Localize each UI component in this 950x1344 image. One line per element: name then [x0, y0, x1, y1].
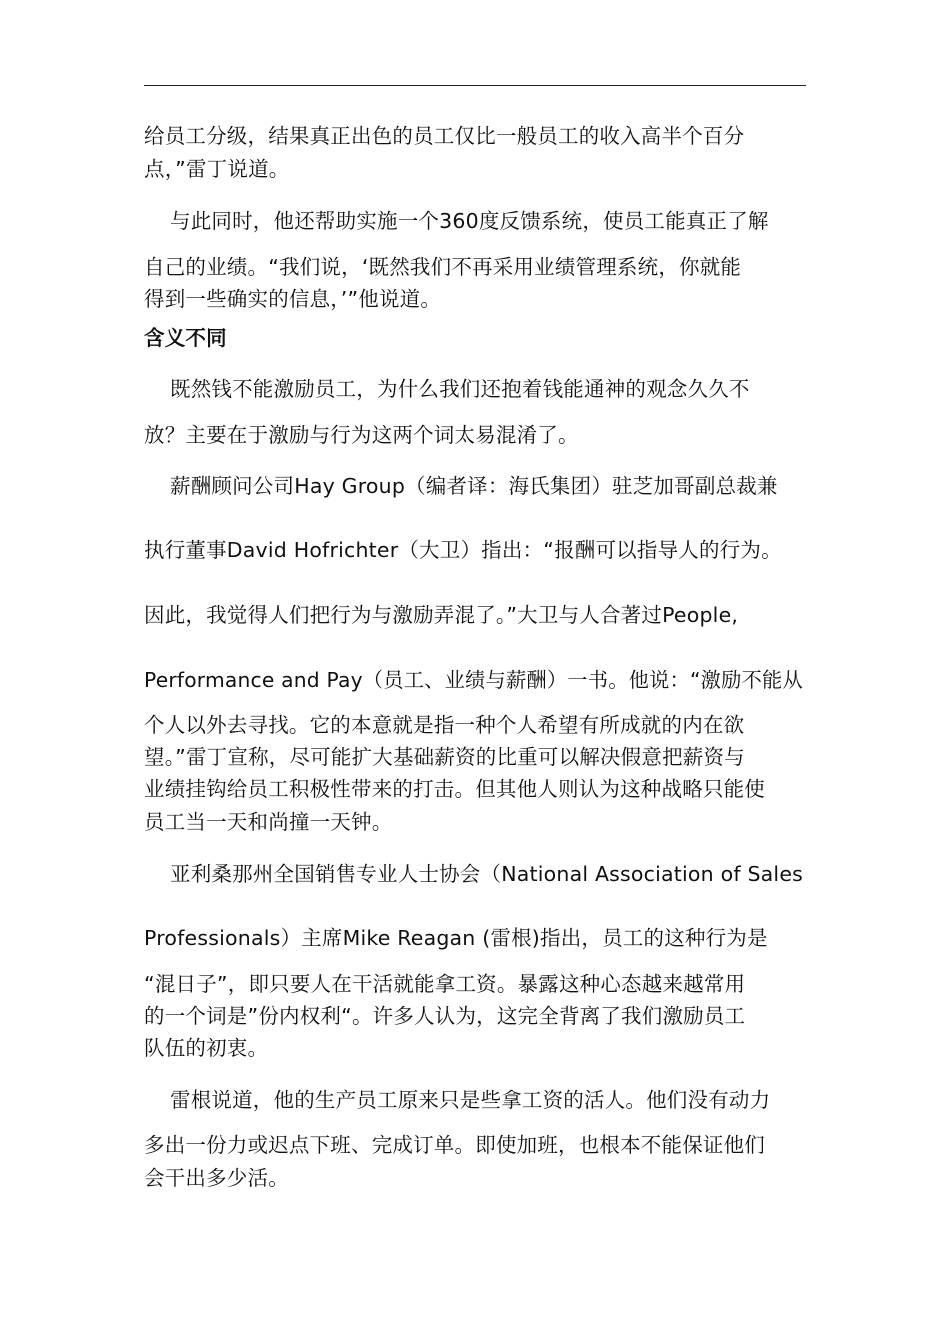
text-line: 业绩挂钩给员工积极性带来的打击。但其他人则认为这种战略只能使: [144, 777, 765, 801]
text-line: 员工当一天和尚撞一天钟。: [144, 810, 393, 834]
text-line: Performance and Pay（员工、业绩与薪酬）一书。他说：“激励不能从: [144, 668, 803, 692]
text-line: Professionals）主席Mike Reagan (雷根)指出，员工的这种行为是: [144, 926, 768, 950]
text-line: 自己的业绩。“我们说，‘既然我们不再采用业绩管理系统，你就能: [144, 255, 742, 279]
text-line: 给员工分级，结果真正出色的员工仅比一般员工的收入高半个百分: [144, 124, 745, 148]
text-line: 得到一些确实的信息，’”他说道。: [144, 287, 442, 311]
text-line: 点，”雷丁说道。: [144, 157, 290, 181]
text-line: 因此，我觉得人们把行为与激励弄混了。”大卫与人合著过People,: [144, 603, 739, 627]
section-heading: 含义不同: [144, 326, 227, 350]
paragraph-first-line: 薪酬顾问公司Hay Group（编者译：海氏集团）驻芝加哥副总裁兼: [170, 474, 778, 498]
text-line: 放？主要在于激励与行为这两个词太易混淆了。: [144, 423, 579, 447]
text-line: “混日子”，即只要人在干活就能拿工资。暴露这种心态越来越常用: [144, 972, 746, 996]
paragraph-first-line: 雷根说道，他的生产员工原来只是些拿工资的活人。他们没有动力: [170, 1088, 771, 1112]
text-line: 多出一份力或迟点下班、完成订单。即使加班，也根本不能保证他们: [144, 1133, 765, 1157]
text-line: 个人以外去寻找。它的本意就是指一种个人希望有所成就的内在欲: [144, 713, 745, 737]
paragraph-first-line: 既然钱不能激励员工，为什么我们还抱着钱能通神的观念久久不: [170, 377, 750, 401]
text-line: 的一个词是”份内权利“。许多人认为，这完全背离了我们激励员工: [144, 1004, 746, 1028]
header-rule: [144, 85, 806, 86]
text-line: 执行董事David Hofrichter（大卫）指出：“报酬可以指导人的行为。: [144, 538, 782, 562]
text-line: 队伍的初衷。: [144, 1036, 269, 1060]
paragraph-first-line: 与此同时，他还帮助实施一个360度反馈系统，使员工能真正了解: [170, 209, 769, 233]
paragraph-first-line: 亚利桑那州全国销售专业人士协会（National Association of Sales: [170, 862, 804, 886]
text-line: 望。”雷丁宣称，尽可能扩大基础薪资的比重可以解决假意把薪资与: [144, 745, 745, 769]
text-line: 会干出多少活。: [144, 1166, 289, 1190]
